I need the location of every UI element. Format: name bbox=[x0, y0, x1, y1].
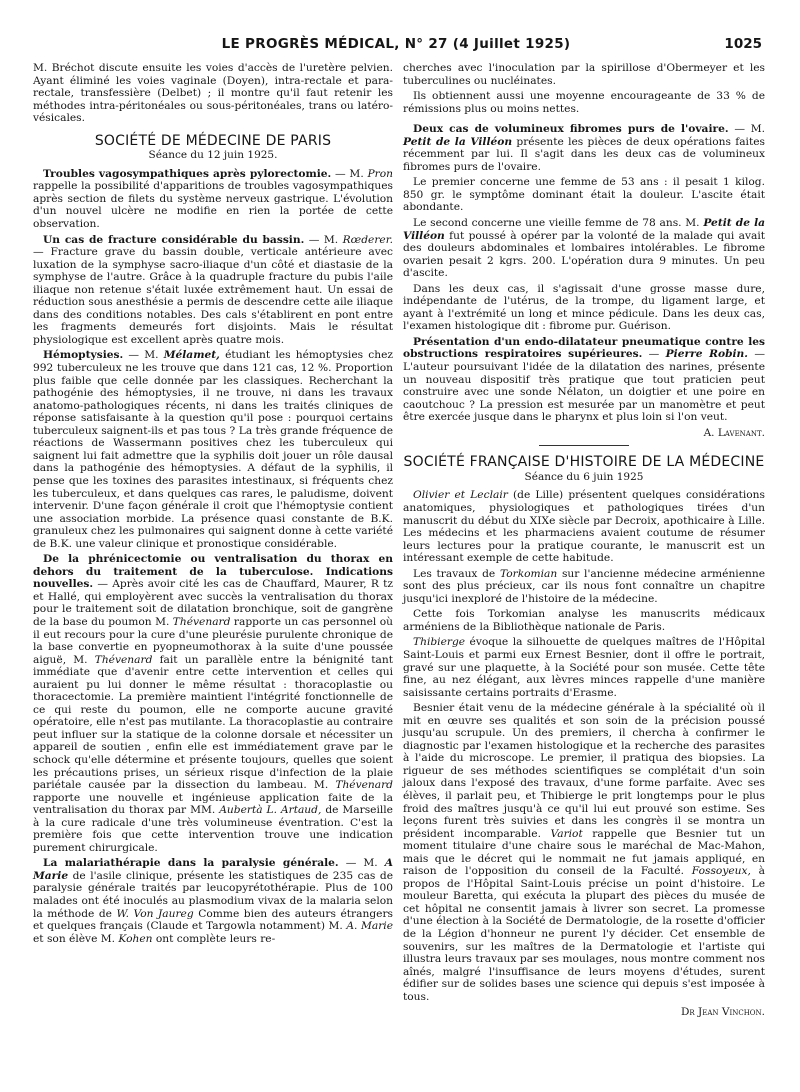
fibromes-case-1: Le premier concerne une femme de 53 ans : il pesait 1 kilog. 850 gr. le symptôme dominant était la douleur. L'ascite était abondante. bbox=[403, 175, 765, 214]
author-name: Aubertà L. Artaud, bbox=[219, 803, 322, 817]
author-name: Pron bbox=[367, 166, 393, 180]
fibromes-case-2: Le second concerne une vieille femme de 78 ans. M. Petit de la Villéon fut poussé à opérer par la volonté de la malade qui avait des douleurs abdominales et lombaires intolérables. Le fibrome ovarien pesait 2 kgrs. 200. L'opération dura 9 minutes. Un peu d'ascite. bbox=[403, 216, 766, 280]
page-number: 1025 bbox=[724, 36, 762, 52]
author-name: A. Marie bbox=[346, 919, 393, 933]
signature-vinchon: Dr Jean Vinchon. bbox=[681, 1006, 765, 1019]
article-torkomian: Les travaux de Torkomian sur l'ancienne médecine arménienne sont des plus précieux, car ils nous font connaître un chapitre jusqu'ici inexploré de l'histoire de la médecine. bbox=[403, 566, 765, 605]
article-text: présente les pièces de deux opérations faites récemment par lui. Il s'agit dans les deux cas de volumineux fibromes purs de l'ovaire. bbox=[403, 134, 765, 173]
article-title: Hémoptysies. bbox=[43, 348, 124, 362]
fibromes-conclusion: Dans les deux cas, il s'agissait d'une grosse masse dure, indépendante de l'utérus, de la trompe, du ligament large, et ayant à l'extrémité un long et mince pédicule. Dans les deux cas, l'examen histologique dit : fibrome pur. Guérison. bbox=[403, 281, 765, 333]
author-name: Thibierge bbox=[413, 635, 466, 649]
left-column bbox=[33, 62, 393, 948]
article-endo-dilatateur: Présentation d'un endo-dilatateur pneumatique contre les obstructions respiratoires supérieures. — Pierre Robin. — L'auteur poursuivant l'idée de la dilatation des narines, présente un nouveau dispositif très pratique que tout praticien peut construire avec une sonde Nélaton, un doigtier et une poire en caoutchouc ? La pression est mesurée par un manomètre et peut être exercée jusque dans le pharynx et plus loin si l'on veut. bbox=[403, 334, 766, 424]
article-text: Fracture grave du bassin double, verticale antérieure avec luxation de la symphyse sacro-iliaque d'un côté et diastasie de la symphyse de l'autre. Grâce à la quadruple fracture du pubis l'aile iliaque non retenue s'était luxée extrêmement haut. Un essai de réduction sous anesthésie a permis de descendre cette aile iliaque dans des conditions notables. Des cals s'établirent en pont entre les fragments demeurés fort disjoints. Mais le résultat physiologique est excellent après quatre mois. bbox=[33, 245, 393, 346]
article-phrenicectomie: De la phrénicectomie ou ventralisation du thorax en dehors du traitement de la tuberculose. Indications nouvelles. — Après avoir cité les cas de Chauffard, Maurer, R tz et Hallé, qui employèrent avec succès la ventralisation du thorax pour le traitement soit de dilatation bronchique, soit de gangrène de la base du poumon M. Thévenard rapporte un cas personnel où il eut recours pour la cure d'une pleurésie purulente chronique de la base convertie en pyopneumothorax à la suite d'une poussée aiguë, M. Thévenard fait un parallèle entre la bénignité tant immédiate que d'avenir entre cette intervention et celles qui auraient pu lui donner le même résultat : thoracoplastie ou thoracectomie. La première maintient l'intégrité fonctionnelle de ce qui reste du poumon, elle ne comporte aucune gravité opératoire, elle n'est pas mutilante. La thoracoplastie au contraire peut influer sur la statique de la colonne dorsale et nécessiter un appareil de soutien , enfin elle est immédiatement grave par le schock qu'elle détermine et présente toujours, quelles que soient les précautions prises, un sérieux risque d'infection de la plaie pariétale causée par la dissection du lambeau. M. Thévenard rapporte une nouvelle et ingénieuse application faite de la ventralisation du thorax par MM. Aubertà L. Artaud, de Marseille à la cure radicale d'une très volumineuse éventration. C'est la première fois que cette intervention trouve une indication purement chirurgicale. bbox=[33, 552, 393, 854]
torkomian-analysis: Cette fois Torkomian analyse les manuscrits médicaux arméniens de la Bibliothèque nationale de Paris. bbox=[403, 607, 765, 633]
journal-title: LE PROGRÈS MÉDICAL, N° 27 (4 Juillet 1925) bbox=[221, 36, 571, 52]
article-title: Deux cas de volumineux fibromes purs de l'ovaire. bbox=[413, 122, 729, 136]
author-name: Thévenard bbox=[94, 652, 153, 666]
article-fracture-bassin: Un cas de fracture considérable du bassin. — M. Rœderer. — Fracture grave du bassin double, verticale antérieure avec luxation de la symphyse sacro-iliaque d'un côté et diastasie de la symphyse de l'autre. Grâce à la quadruple fracture du pubis l'aile iliaque non retenue s'était luxée extrêmement haut. Un essai de réduction sous anesthésie a permis de descendre cette aile iliaque dans des conditions notables. Des cals s'établirent en pont entre les fragments demeurés fort disjoints. Mais le résultat physiologique est excellent après quatre mois. bbox=[33, 232, 393, 346]
article-malariatherapie: La malariathérapie dans la paralysie générale. — M. A Marie de l'asile clinique, présente les statistiques de 235 cas de paralysie générale traités par leucopyrétothérapie. Plus de 100 malades ont été inoculés au plasmodium vivax de la malaria selon la méthode de W. Von Jaureg Comme bien des auteurs étrangers et quelques français (Claude et Targowla notamment) M. A. Marie et son élève M. Kohen ont complète leurs re- bbox=[33, 856, 394, 945]
article-text: L'auteur poursuivant l'idée de la dilatation des narines, présente un nouveau dispositif très pratique que tout praticien peut construire avec une sonde Nélaton, un doigtier et une poire en caoutchouc ? La pression est mesurée par un manomètre et peut être exercée jusque dans le pharynx et plus loin si l'on veut. bbox=[403, 360, 765, 424]
intro-paragraph: M. Bréchot discute ensuite les voies d'accès de l'uretère pelvien. Ayant éliminé les voies vaginale (Doyen), intra-rectale et para-rectale, transfessière (Delbet) ; il montre qu'il faut retenir les méthodes intra-péritonéales ou sous-péritonéales, trans ou latéro-vésicales. bbox=[33, 61, 393, 125]
article-title: Présentation d'un endo-dilatateur pneumatique contre les obstructions respiratoires supérieures. bbox=[403, 334, 765, 361]
results-paragraph: Ils obtiennent aussi une moyenne encourageante de 33 % de rémissions plus ou moins nettes. bbox=[403, 89, 765, 115]
author-name: Variot bbox=[550, 826, 583, 840]
author-name: W. Von Jaureg bbox=[116, 906, 194, 920]
society-title-paris: SOCIÉTÉ DE MÉDECINE DE PARIS bbox=[94, 132, 332, 149]
article-title: De la phrénicectomie ou ventralisation du thorax en dehors du traitement de la tuberculose. Indications nouvelles. bbox=[33, 552, 393, 591]
article-besnier: Besnier était venu de la médecine générale à la spécialité où il mit en œuvre ses qualités et son soin de la précision poussé jusqu'au scrupule. Un des premiers, il chercha à confirmer le diagnostic par l'examen histologique et la recherche des parasites à l'aide du microscope. Le premier, il pratiqua des biopsies. La rigueur de ses méthodes scientifiques se complétait d'un soin jaloux dans l'exposé des travaux, d'une forme parfaite. Avec ses élèves, il parlait peu, et Thibierge le prit longtemps pour le plus froid des maîtres jusqu'à ce qu'il lui eut prouvé son estime. Ses leçons furent très suivies et dans les congrès il se montra un président incomparable. Variot rappelle que Besnier tut un moment titulaire d'une chaire sous le maréchal de Mac-Mahon, mais que le décret qui le nommait ne fut jamais appliqué, en raison de l'opposition du conseil de la Faculté. Fossoyeux, à propos de l'Hôpital Saint-Louis précise un point d'histoire. Le mouleur Baretta, qui exécuta la plupart des pièces du musée de cet hôpital ne consentit jamais à livrer son secret. La promesse d'une élection à la Société de Dermatologie, de la rosette d'officier de la Légion d'honneur ne purent l'y décider. Cet ensemble de souvenirs, sur les maîtres de la Dermatologie et l'artiste qui illustra leurs travaux par ses moulages, nous montre comment nos aînés, malgré l'insuffisance de leurs moyens d'études, surent édifier sur de solides bases une science qui depuis s'est imposée à tous. bbox=[403, 701, 766, 1003]
article-vagosympathiques: Troubles vagosympathiques après pylorectomie. — M. Pron rappelle la possibilité d'apparitions de troubles vagosympathiques après section de filets du système nerveux gastrique. L'évolution d'un nouvel ulcère ne modifie en rien la portée de cette observation. bbox=[33, 166, 393, 231]
author-name: Pierre Robin. bbox=[665, 347, 749, 361]
author-name: Rœderer. bbox=[342, 232, 393, 246]
article-text: rappelle la possibilité d'apparitions de troubles vagosympathiques après section de filets du système nerveux gastrique. L'évolution d'un nouvel ulcère ne modifie en rien la portée de cette observation. bbox=[33, 179, 393, 231]
author-name: Petit de la Villéon bbox=[403, 216, 766, 242]
author-name: Petit de la Villéon bbox=[403, 134, 513, 148]
section-divider bbox=[539, 445, 629, 446]
right-column bbox=[403, 62, 765, 1021]
author-name: Olivier et Leclair bbox=[413, 488, 508, 502]
article-thibierge: Thibierge évoque la silhouette de quelques maîtres de l'Hôpital Saint-Louis et parmi eux Ernest Besnier, dont il offre le portrait, gravé sur une plaquette, à la Société pour son musée. Cette tête fine, au nez élégant, aux lèvres minces rappelle d'une manière saisissante certains portraits d'Erasme. bbox=[403, 635, 765, 699]
author-name: Torkomian bbox=[499, 566, 558, 580]
article-fibromes: Deux cas de volumineux fibromes purs de l'ovaire. — M. Petit de la Villéon présente les pièces de deux opérations faites récemment par lui. Il s'agit dans les deux cas de volumineux fibromes purs de l'ovaire. bbox=[403, 122, 765, 173]
continuation-paragraph: cherches avec l'inoculation par la spirillose d'Obermeyer et les tuberculines ou nucléinates. bbox=[403, 61, 765, 87]
article-olivier-leclair: Olivier et Leclair (de Lille) présentent quelques considérations anatomiques, physiologiques et pathologiques tirées d'un manuscrit du début du XIXe siècle par Decroix, apothicaire à Lille. Les médecins et les pharmaciens avaient coutume de résumer leurs lectures pour la pratique courante, le manuscrit est un intéressant exemple de cette habitude. bbox=[403, 488, 765, 565]
author-name: Kohen bbox=[118, 931, 153, 945]
author-name: Mélamet, bbox=[163, 348, 220, 362]
signature-lavenant: A. Lavenant. bbox=[703, 426, 765, 439]
article-title: Troubles vagosympathiques après pylorectomie. bbox=[43, 166, 332, 180]
article-text: étudiant les hémoptysies chez 992 tuberculeux ne les trouve que dans 121 cas, 12 %. Proportion plus faible que celle donnée par les classiques. Recherchant la pathogénie des hémoptysies, il ne trouve, ni dans les travaux anatomo-pathologiques récents, ni dans les traités cliniques de réponse satisfaisante à la question qu'il pose : pourquoi certains tuberculeux saignent-ils et pas tous ? La très grande fréquence de réactions de Wassermann positives chez les tuberculeux qui saignent lui fait admettre que la syphilis doit jouer un rôle dausal dans la pathogénie des hémoptysies. A défaut de la syphilis, il pense que les toxines des parasites intestinaux, si fréquents chez les tuberculeux, et dans quelques cas rares, le paludisme, doivent intervenir. D'une façon générale il croit que l'hémoptysie contient une association morbide. La présence quasi constante de B.K. granuleux chez les pulmonaires qui saignent donne à cette variété de B.K. une valeur clinique et pronostique considérable. bbox=[33, 348, 393, 550]
article-title: La malariathérapie dans la paralysie générale. bbox=[43, 856, 339, 870]
author-name: Thévenard bbox=[172, 614, 231, 628]
society-date-histoire: Séance du 6 juin 1925 bbox=[524, 470, 644, 483]
society-title-histoire: SOCIÉTÉ FRANÇAISE D'HISTOIRE DE LA MÉDECINE bbox=[403, 454, 765, 471]
author-name: Thévenard bbox=[335, 778, 393, 792]
society-date-paris: Séance du 12 juin 1925. bbox=[148, 149, 278, 162]
article-hemoptysies: Hémoptysies. — M. Mélamet, étudiant les hémoptysies chez 992 tuberculeux ne les trouve que dans 121 cas, 12 %. Proportion plus faible que celle donnée par les classiques. Recherchant la pathogénie des hémoptysies, il ne trouve, ni dans les travaux anatomo-pathologiques récents, ni dans les traités cliniques de réponse satisfaisante à la question qu'il pose : pourquoi certains tuberculeux saignent-ils et pas tous ? La très grande fréquence de réactions de Wassermann positives chez les tuberculeux qui saignent lui fait admettre que la syphilis doit jouer un rôle dausal dans la pathogénie des hémoptysies. A défaut de la syphilis, il pense que les toxines des parasites intestinaux, si fréquents chez les tuberculeux, et dans quelques cas rares, le paludisme, doivent intervenir. D'une façon générale il croit que l'hémoptysie contient une association morbide. La présence quasi constante de B.K. granuleux chez les pulmonaires qui saignent donne à cette variété de B.K. une valeur clinique et pronostique considérable. bbox=[33, 348, 393, 550]
author-name: A Marie bbox=[33, 856, 393, 882]
author-name: Fossoyeux, bbox=[691, 864, 751, 878]
article-title: Un cas de fracture considérable du bassin. bbox=[43, 232, 305, 246]
running-header bbox=[30, 36, 762, 54]
